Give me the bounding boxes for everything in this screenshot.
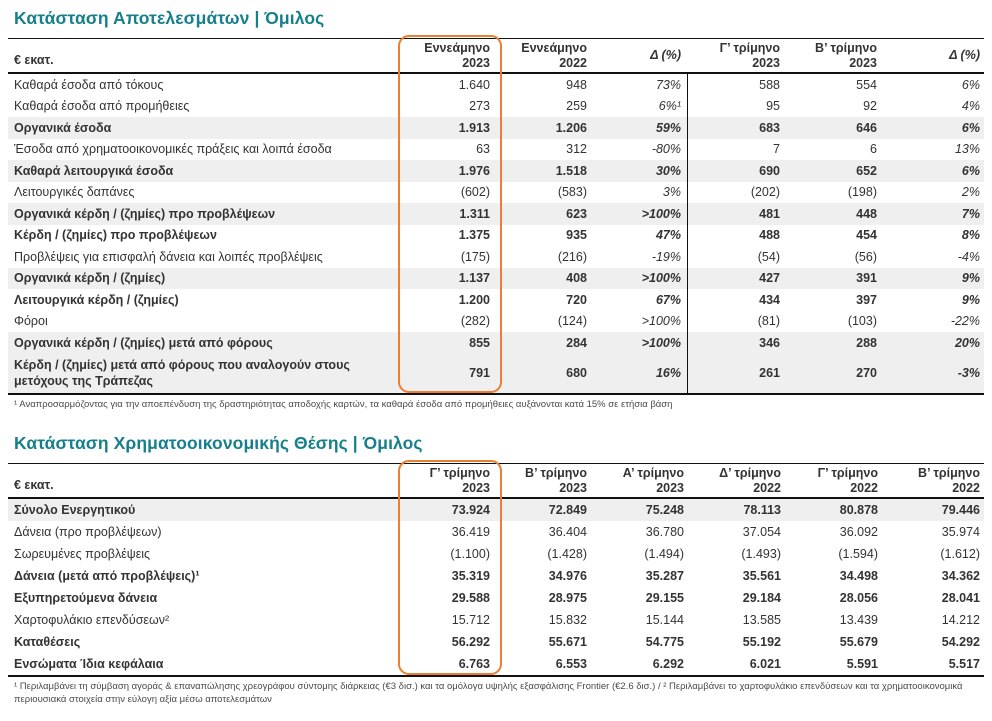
table-row xyxy=(8,311,984,333)
income-statement-footnote: ¹ Αναπροσαρμόζοντας για την αποεπένδυση της δραστηριότητας αποδοχής καρτών, τα καθαρά έσοδα από προμήθειες αυξάνονται κατά 15% σε ετήσια βάση xyxy=(14,398,673,410)
page xyxy=(0,7,992,721)
cell-q3-2022: 28.056 xyxy=(839,591,878,605)
row-label: Καθαρά έσοδα από τόκους xyxy=(14,77,164,92)
cell-q2-2023: 391 xyxy=(856,271,877,286)
cell-q1-2023: 35.287 xyxy=(645,569,684,583)
cell-delta-yoy: 30% xyxy=(655,163,681,178)
column-header-line1: Γ’ τρίμηνο xyxy=(817,465,878,480)
table-row xyxy=(8,96,984,118)
column-header-line2: 2022 xyxy=(559,56,587,70)
cell-q3-2023: 29.588 xyxy=(451,591,490,605)
row-label: Καθαρά λειτουργικά έσοδα xyxy=(14,163,174,178)
cell-q3-2023: 346 xyxy=(687,332,790,354)
cell-9m-2023: (175) xyxy=(460,249,490,264)
cell-delta-yoy: 6%¹ xyxy=(658,99,681,114)
cell-delta-qoq: -22% xyxy=(950,314,980,329)
cell-9m-2023: 1.311 xyxy=(459,206,490,221)
cell-9m-2022: (124) xyxy=(557,314,587,329)
table-row xyxy=(8,74,984,96)
row-label: Έσοδα από χρηματοοικονομικές πράξεις και λοιπά έσοδα xyxy=(14,142,332,157)
cell-q3-2023: 56.292 xyxy=(451,635,490,649)
cell-delta-qoq: 4% xyxy=(961,99,980,114)
column-header-line1: Α’ τρίμηνο xyxy=(622,465,684,480)
column-header xyxy=(694,464,791,497)
cell-delta-yoy: >100% xyxy=(641,271,681,286)
cell-q3-2023: 588 xyxy=(687,74,790,96)
cell-9m-2023: (282) xyxy=(460,314,490,329)
cell-q4-2022: 35.561 xyxy=(742,569,781,583)
cell-q3-2022: 36.092 xyxy=(839,525,878,539)
row-label: Λειτουργικές δαπάνες xyxy=(14,185,135,200)
cell-q2-2022: 28.041 xyxy=(941,591,980,605)
cell-q3-2023: 261 xyxy=(687,354,790,393)
unit-label: € εκατ. xyxy=(14,53,54,67)
cell-q2-2023: (103) xyxy=(847,314,877,329)
cell-q3-2023: 6.763 xyxy=(458,657,490,671)
cell-delta-qoq: 6% xyxy=(961,120,980,135)
cell-delta-qoq: 13% xyxy=(954,142,980,157)
row-label: Οργανικά κέρδη / (ζημίες) μετά από φόρους xyxy=(14,335,273,350)
cell-q2-2023: 646 xyxy=(856,120,877,135)
row-label: Οργανικά έσοδα xyxy=(14,120,112,135)
column-header-line1: Β’ τρίμηνο xyxy=(525,465,587,480)
column-header-line1: Γ’ τρίμηνο xyxy=(719,40,780,55)
cell-9m-2023: 1.913 xyxy=(458,120,490,135)
cell-9m-2022: 623 xyxy=(566,206,587,221)
cell-q2-2022: 5.517 xyxy=(948,657,980,671)
cell-q4-2022: (1.493) xyxy=(741,547,781,561)
table-row xyxy=(8,354,984,393)
cell-q2-2023: 55.671 xyxy=(548,635,587,649)
balance-sheet-table xyxy=(8,463,984,677)
table-row xyxy=(8,543,984,565)
cell-q3-2023: 690 xyxy=(687,160,790,182)
column-header-line2: 2022 xyxy=(753,481,781,495)
table-row xyxy=(8,521,984,543)
cell-q3-2023: (54) xyxy=(687,246,790,268)
cell-q1-2023: 6.292 xyxy=(652,657,684,671)
cell-delta-qoq: 9% xyxy=(961,271,980,286)
cell-9m-2022: 1.518 xyxy=(555,163,587,178)
cell-q4-2022: 29.184 xyxy=(742,591,781,605)
column-header-line2: 2023 xyxy=(462,56,490,70)
column-header xyxy=(597,464,694,497)
cell-q2-2023: 92 xyxy=(863,99,877,114)
cell-delta-yoy: -19% xyxy=(651,249,681,264)
cell-q2-2023: 288 xyxy=(856,335,877,350)
row-label: Λειτουργικά κέρδη / (ζημίες) xyxy=(14,292,179,307)
cell-q2-2022: (1.612) xyxy=(940,547,980,561)
table-row xyxy=(8,609,984,631)
column-header-line1: Εννεάμηνο xyxy=(521,40,587,55)
row-label: Κέρδη / (ζημίες) μετά από φόρους που αναλογούν στους μετόχους της Τράπεζας xyxy=(14,357,350,388)
cell-delta-yoy: 47% xyxy=(655,228,681,243)
table-row xyxy=(8,268,984,290)
balance-sheet-footnote: ¹ Περιλαμβάνει τη σύμβαση αγοράς & επαναπώλησης χρεογράφου σύντομης διάρκειας (€3 δισ.) και τα ομόλογα υψηλής εξασφάλισης Frontier (€2.6 δισ.) / ² Περιλαμβάνει το χαρτοφυλάκιο επενδύσεων και τα χρηματοοικονομικά περιουσιακά στοιχεία στην εύλογη αξία μέσω αποτελεσμάτων xyxy=(14,681,963,705)
table-row xyxy=(8,289,984,311)
cell-9m-2023: 791 xyxy=(469,366,490,380)
cell-q2-2022: 35.974 xyxy=(941,525,980,539)
cell-q2-2022: 54.292 xyxy=(941,635,980,649)
cell-delta-yoy: 67% xyxy=(655,292,681,307)
cell-q3-2023: 7 xyxy=(687,139,790,161)
cell-delta-yoy: >100% xyxy=(641,206,681,221)
unit-label: € εκατ. xyxy=(14,478,54,492)
cell-q3-2023: (81) xyxy=(687,311,790,333)
cell-delta-qoq: 20% xyxy=(954,335,980,350)
column-header-line1: Εννεάμηνο xyxy=(424,40,490,55)
column-header xyxy=(687,39,790,72)
table-row xyxy=(8,565,984,587)
cell-delta-yoy: 59% xyxy=(655,120,681,135)
cell-q2-2023: (56) xyxy=(854,249,877,264)
balance-sheet-title: Κατάσταση Χρηματοοικονομικής Θέσης | Όμιλος xyxy=(14,433,423,453)
cell-q4-2022: 13.585 xyxy=(742,613,781,627)
column-header-line2: 2023 xyxy=(462,481,490,495)
column-header xyxy=(397,464,500,497)
row-label: Σωρευμένες προβλέψεις xyxy=(14,547,151,561)
column-header-line2: 2023 xyxy=(849,56,877,70)
column-header xyxy=(500,39,597,72)
cell-9m-2023: 1.375 xyxy=(458,228,490,243)
row-label: Δάνεια (προ προβλέψεων) xyxy=(14,525,162,539)
cell-9m-2022: 408 xyxy=(566,271,587,286)
cell-delta-yoy: >100% xyxy=(641,314,681,329)
cell-9m-2023: 855 xyxy=(469,335,490,350)
row-label: Χαρτοφυλάκιο επενδύσεων² xyxy=(14,613,170,627)
column-header-line1: Δ (%) xyxy=(949,48,980,63)
row-label: Προβλέψεις για επισφαλή δάνεια και λοιπές προβλέψεις xyxy=(14,249,323,264)
cell-9m-2023: 1.200 xyxy=(458,292,490,307)
column-header-line2: 2022 xyxy=(850,481,878,495)
cell-q2-2023: 554 xyxy=(856,77,877,92)
cell-delta-yoy: >100% xyxy=(641,335,681,350)
cell-q2-2023: 72.849 xyxy=(548,503,587,517)
cell-q1-2023: 36.780 xyxy=(645,525,684,539)
cell-q2-2023: 454 xyxy=(856,228,877,243)
cell-q2-2023: 448 xyxy=(856,206,877,221)
cell-q1-2023: 29.155 xyxy=(645,591,684,605)
cell-q2-2022: 14.212 xyxy=(941,613,980,627)
column-header-line1: Β’ τρίμηνο xyxy=(815,40,877,55)
row-label: Δάνεια (μετά από προβλέψεις)¹ xyxy=(14,569,200,583)
cell-delta-qoq: 2% xyxy=(961,185,980,200)
column-header-line2: 2022 xyxy=(952,481,980,495)
cell-9m-2022: 284 xyxy=(566,335,587,350)
cell-delta-qoq: 6% xyxy=(961,163,980,178)
cell-q3-2022: 80.878 xyxy=(839,503,878,517)
row-label: Κέρδη / (ζημίες) προ προβλέψεων xyxy=(14,228,217,243)
cell-q2-2023: 15.832 xyxy=(548,613,587,627)
cell-delta-yoy: 3% xyxy=(662,185,681,200)
column-header-line1: Δ (%) xyxy=(650,48,681,63)
cell-q4-2022: 37.054 xyxy=(742,525,781,539)
cell-q4-2022: 78.113 xyxy=(743,503,781,517)
cell-q3-2022: 34.498 xyxy=(839,569,878,583)
table-row xyxy=(8,203,984,225)
income-statement-body xyxy=(8,74,984,395)
table-row xyxy=(8,225,984,247)
cell-q3-2023: 35.319 xyxy=(451,569,490,583)
cell-9m-2022: (216) xyxy=(557,249,587,264)
column-header xyxy=(790,39,887,72)
cell-q2-2023: 6 xyxy=(870,142,877,157)
column-header-line2: 2023 xyxy=(656,481,684,495)
cell-q1-2023: 75.248 xyxy=(645,503,684,517)
cell-q3-2023: 427 xyxy=(687,268,790,290)
cell-q3-2023: 481 xyxy=(687,203,790,225)
table-row xyxy=(8,587,984,609)
table-row xyxy=(8,117,984,139)
cell-q4-2022: 6.021 xyxy=(749,657,781,671)
cell-delta-qoq: 7% xyxy=(961,206,980,221)
cell-delta-qoq: -4% xyxy=(957,249,980,264)
cell-q3-2023: 95 xyxy=(687,96,790,118)
row-label: Ενσώματα Ίδια κεφάλαια xyxy=(14,657,164,671)
balance-sheet-section xyxy=(8,432,984,706)
cell-q2-2023: 652 xyxy=(856,163,877,178)
column-header-line2: 2023 xyxy=(752,56,780,70)
table-row xyxy=(8,653,984,675)
column-header xyxy=(397,39,500,72)
cell-q3-2022: 55.679 xyxy=(839,635,878,649)
income-statement-section xyxy=(8,7,984,411)
cell-q1-2023: 54.775 xyxy=(645,635,684,649)
cell-q3-2023: (202) xyxy=(687,182,790,204)
row-label: Καταθέσεις xyxy=(14,635,81,649)
column-header xyxy=(500,464,597,497)
cell-9m-2023: 1.137 xyxy=(458,271,490,286)
row-label: Φόροι xyxy=(14,314,48,329)
column-header-line1: Β’ τρίμηνο xyxy=(918,465,980,480)
row-label: Οργανικά κέρδη / (ζημίες) xyxy=(14,271,166,286)
cell-q2-2022: 34.362 xyxy=(941,569,980,583)
cell-q2-2023: 270 xyxy=(856,366,877,380)
cell-q1-2023: 15.144 xyxy=(645,613,684,627)
cell-q4-2022: 55.192 xyxy=(742,635,781,649)
table-row xyxy=(8,139,984,161)
cell-q3-2023: 683 xyxy=(687,117,790,139)
cell-9m-2023: 63 xyxy=(476,142,490,157)
table-row xyxy=(8,182,984,204)
cell-9m-2022: 935 xyxy=(566,228,587,243)
cell-9m-2023: (602) xyxy=(460,185,490,200)
cell-q2-2022: 79.446 xyxy=(941,503,980,517)
column-header-line2: 2023 xyxy=(559,481,587,495)
table-row xyxy=(8,631,984,653)
column-header xyxy=(887,39,984,72)
cell-9m-2022: (583) xyxy=(557,185,587,200)
cell-q3-2023: 434 xyxy=(687,289,790,311)
row-label: Εξυπηρετούμενα δάνεια xyxy=(14,591,158,605)
cell-q2-2023: (1.428) xyxy=(547,547,587,561)
cell-delta-yoy: 16% xyxy=(655,366,681,380)
cell-q3-2023: (1.100) xyxy=(450,547,490,561)
cell-delta-qoq: 8% xyxy=(961,228,980,243)
cell-q2-2023: 28.975 xyxy=(548,591,587,605)
cell-9m-2022: 1.206 xyxy=(555,120,587,135)
balance-sheet-header-row xyxy=(8,464,984,499)
column-header xyxy=(888,464,984,497)
cell-9m-2022: 680 xyxy=(566,366,587,380)
cell-delta-yoy: 73% xyxy=(655,77,681,92)
cell-delta-yoy: -80% xyxy=(651,142,681,157)
cell-q3-2023: 488 xyxy=(687,225,790,247)
cell-9m-2022: 948 xyxy=(566,77,587,92)
cell-9m-2023: 1.976 xyxy=(458,163,490,178)
cell-9m-2022: 259 xyxy=(566,99,587,114)
cell-q1-2023: (1.494) xyxy=(644,547,684,561)
cell-q2-2023: (198) xyxy=(847,185,877,200)
cell-delta-qoq: 9% xyxy=(961,292,980,307)
cell-9m-2022: 312 xyxy=(566,142,587,157)
row-label: Οργανικά κέρδη / (ζημίες) προ προβλέψεων xyxy=(14,206,276,221)
cell-q3-2022: 13.439 xyxy=(839,613,878,627)
cell-q2-2023: 6.553 xyxy=(555,657,587,671)
column-header xyxy=(791,464,888,497)
income-statement-table xyxy=(8,38,984,395)
cell-9m-2023: 273 xyxy=(469,99,490,114)
cell-q2-2023: 397 xyxy=(856,292,877,307)
cell-9m-2023: 1.640 xyxy=(458,77,490,92)
cell-q3-2023: 73.924 xyxy=(451,503,490,517)
column-header-line1: Γ’ τρίμηνο xyxy=(429,465,490,480)
table-row xyxy=(8,332,984,354)
table-row xyxy=(8,160,984,182)
cell-delta-qoq: 6% xyxy=(961,77,980,92)
income-statement-title: Κατάσταση Αποτελεσμάτων | Όμιλος xyxy=(14,8,325,28)
row-label: Σύνολο Ενεργητικού xyxy=(14,503,136,517)
cell-q3-2023: 36.419 xyxy=(451,525,490,539)
cell-q3-2023: 15.712 xyxy=(451,613,490,627)
row-label: Καθαρά έσοδα από προμήθειες xyxy=(14,99,190,114)
table-row xyxy=(8,499,984,521)
cell-delta-qoq: -3% xyxy=(957,366,980,380)
column-header-line1: Δ’ τρίμηνο xyxy=(719,465,781,480)
cell-q3-2022: 5.591 xyxy=(846,657,878,671)
cell-q2-2023: 36.404 xyxy=(548,525,587,539)
cell-q3-2022: (1.594) xyxy=(838,547,878,561)
cell-q2-2023: 34.976 xyxy=(548,569,587,583)
cell-9m-2022: 720 xyxy=(566,292,587,307)
table-row xyxy=(8,246,984,268)
balance-sheet-body xyxy=(8,499,984,677)
column-header xyxy=(597,39,687,72)
income-statement-header-row xyxy=(8,39,984,74)
